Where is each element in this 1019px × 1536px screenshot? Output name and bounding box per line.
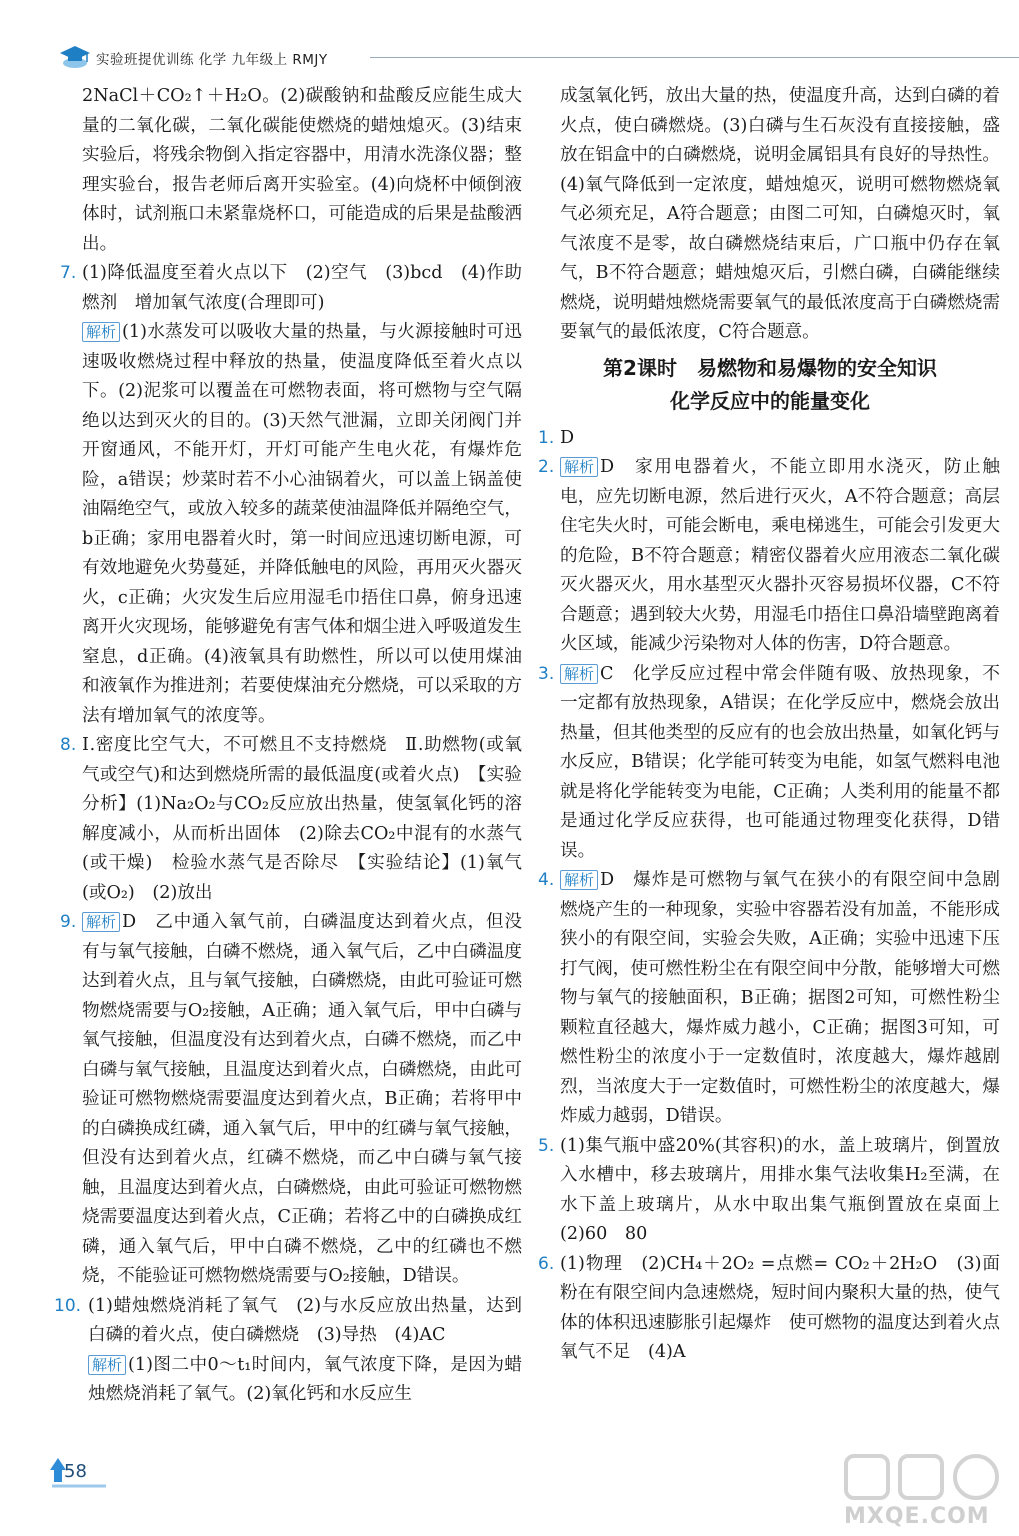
answer-text: D 乙中通入氧气前，白磷温度达到着火点，但没有与氧气接触，白磷不燃烧，通入氧气后，乙中白磷温度达到着火点，且与氧气接触，白磷燃烧，由此可验证可燃物燃烧需要与O₂接触，A正确；通入氧气后，甲中白磷与氧气接触，但温度没有达到着火点，白磷不燃烧，而乙中白磷与氧气接触，且温度达到着火点，白磷燃烧，由此可验证可燃物燃烧需要温度达到着火点，B正确；若将甲中的白磷换成红磷，通入氧气后，甲中的红磷与氧气接触，但没有达到着火点，红磷不燃烧，而乙中白磷与氧气接触，且温度达到着火点，白磷燃烧，由此可验证可燃物燃烧需要温度达到着火点，C正确；若将乙中的白磷换成红磷，通入氧气后，甲中白磷不燃烧，乙中的红磷也不燃烧，不能验证可燃物燃烧需要与O₂接触，D错误。 bbox=[82, 912, 522, 1286]
analysis-tag: 解析 bbox=[560, 664, 598, 684]
answer-item-4 bbox=[540, 866, 1000, 1132]
answer-text: (1)蜡烛燃烧消耗了氧气 (2)与水反应放出热量，达到白磷的着火点，使白磷燃烧 (3)导热 (4)AC bbox=[88, 1295, 522, 1345]
header-rule bbox=[370, 57, 1019, 58]
answer-text: C 化学反应过程中常会伴随有吸、放热现象，不一定都有放热现象，A错误；在化学反应中，燃烧会放出热量，但其他类型的反应有的也会放出热量，如氧化钙与水反应，B错误；化学能可转变为电能，如氢气燃料电池就是将化学能转变为电能，C正确；人类利用的能量不都是通过化学反应获得，也可能通过物理变化获得，D错误。 bbox=[560, 663, 1000, 861]
answer-item-8 bbox=[62, 731, 522, 908]
answer-text: D 爆炸是可燃物与氧气在狭小的有限空间中急剧燃烧产生的一种现象，实验中容器若没有加盖，不能形成狭小的有限空间，实验会失败，A正确；实验中迅速下压打气阀，使可燃性粉尘在有限空间中分散，能够增大可燃物与氧气的接触面积，B正确；据图2可知，可燃性粉尘颗粒直径越大，爆炸威力越小，C正确；据图3可知，可燃性粉尘的浓度小于一定数值时，浓度越大，爆炸越剧烈，当浓度大于一定数值时，可燃性粉尘的浓度越大，爆炸威力越弱，D错误。 bbox=[560, 870, 1000, 1126]
answer-text: D 家用电器着火，不能立即用水浇灭，防止触电，应先切断电源，然后进行灭火，A不符合题意；高层住宅失火时，可能会断电，乘电梯逃生，可能会引发更大的危险，B不符合题意；精密仪器着火应用液态二氧化碳灭火器灭火，用水基型灭火器扑灭容易损坏仪器，C不符合题意；遇到较大火势，用湿毛巾捂住口鼻沿墙壁跑离着火区域，能减少污染物对人体的伤害，D符合题意。 bbox=[560, 457, 1000, 654]
analysis-tag: 解析 bbox=[560, 457, 598, 477]
watermark bbox=[842, 1450, 1002, 1530]
page-number-badge bbox=[48, 1456, 110, 1488]
analysis-7 bbox=[62, 318, 522, 731]
item-number: 6. bbox=[538, 1253, 555, 1274]
section-title-line2: 化学反应中的能量变化 bbox=[670, 388, 870, 413]
item-number: 9. bbox=[60, 912, 77, 932]
watermark-logo-icon bbox=[842, 1450, 1002, 1506]
item-number: 5. bbox=[538, 1135, 555, 1156]
item-number: 2. bbox=[538, 457, 555, 477]
section-title-line1: 第2课时 易燃物和易爆物的安全知识 bbox=[603, 355, 937, 380]
answer-text: D bbox=[560, 427, 575, 448]
answer-item-1 bbox=[540, 424, 1000, 454]
answer-item-7 bbox=[62, 259, 522, 318]
watermark-text: MXQE.COM bbox=[844, 1504, 990, 1529]
item-number: 8. bbox=[60, 735, 77, 755]
item-number: 3. bbox=[538, 663, 555, 684]
analysis-text: 成氢氧化钙，放出大量的热，使温度升高，达到白磷的着火点，使白磷燃烧。(3)白磷与生石灰没有直接接触，盛放在铝盒中的白磷燃烧，说明金属铝具有良好的导热性。(4)氧气降低到一定浓度，蜡烛熄灭，说明可燃物燃烧氧气必须充足，A符合题意；由图二可知，白磷熄灭时，氧气浓度不是零，故白磷燃烧结束后，广口瓶中仍存在氧气，B不符合题意；蜡烛熄灭后，引燃白磷，白磷能继续燃烧，说明蜡烛燃烧需要氧气的最低浓度高于白磷燃烧需要氧气的最低浓度，C符合题意。 bbox=[560, 86, 1000, 342]
item-number: 10. bbox=[54, 1295, 82, 1316]
answer-item-6 bbox=[538, 1250, 1018, 1368]
left-column bbox=[54, 82, 522, 1410]
section-title bbox=[540, 352, 1000, 418]
item-number: 1. bbox=[538, 427, 555, 448]
analysis-10 bbox=[62, 1351, 522, 1410]
answer-item-10 bbox=[54, 1292, 522, 1351]
analysis-continuation bbox=[540, 82, 1000, 348]
analysis-tag: 解析 bbox=[82, 912, 120, 932]
item-number: 7. bbox=[60, 263, 77, 283]
answer-text: Ⅰ.密度比空气大，不可燃且不支持燃烧 Ⅱ.助燃物(或氧气或空气)和达到燃烧所需的最低温度(或着火点) 【实验分析】(1)Na₂O₂与CO₂反应放出热量，使氢氧化钙的溶解度减小，从而析出固体 (2)除去CO₂中混有的水蒸气(或干燥) 检验水蒸气是否除尽 【实验结论】(1)氧气(或O₂) (2)放出 bbox=[82, 735, 522, 903]
answer-item-3 bbox=[540, 660, 1000, 867]
analysis-tag: 解析 bbox=[560, 870, 598, 890]
answer-item-2 bbox=[540, 453, 1000, 660]
page-number: 58 bbox=[64, 1461, 87, 1482]
answer-text: 2NaCl＋CO₂↑＋H₂O。(2)碳酸钠和盐酸反应能生成大量的二氧化碳，二氧化碳能使燃烧的蜡烛熄灭。(3)结束实验后，将残余物倒入指定容器中，用清水洗涤仪器；整理实验台，报告老师后离开实验室。(4)向烧杯中倾倒液体时，试剂瓶口未紧靠烧杯口，可能造成的后果是盐酸洒出。 bbox=[82, 86, 522, 254]
right-column bbox=[538, 82, 1018, 1368]
answer-text: (1)降低温度至着火点以下 (2)空气 (3)bcd (4)作助燃剂 增加氧气浓度(合理即可) bbox=[82, 263, 522, 313]
answer-item-9 bbox=[62, 908, 522, 1292]
page-header bbox=[58, 44, 998, 72]
graduation-cap-icon bbox=[58, 44, 92, 70]
analysis-text: (1)水蒸发可以吸收大量的热量，与火源接触时可迅速吸收燃烧过程中释放的热量，使温度降低至着火点以下。(2)泥浆可以覆盖在可燃物表面，将可燃物与空气隔绝以达到灭火的目的。(3)天然气泄漏，立即关闭阀门并开窗通风，不能开灯，开灯可能产生电火花，有爆炸危险，a错误；炒菜时若不小心油锅着火，可以盖上锅盖使油隔绝空气，或放入较多的蔬菜使油温降低并隔绝空气，b正确；家用电器着火时，第一时间应迅速切断电源，可有效地避免火势蔓延，并降低触电的风险，再用灭火器灭火，c正确；火灾发生后应用湿毛巾捂住口鼻，俯身迅速离开火灾现场，能够避免有害气体和烟尘进入呼吸道发生窒息，d正确。(4)液氧具有助燃性，所以可以使用煤油和液氧作为推进剂；若要使煤油充分燃烧，可以采取的方法有增加氧气的浓度等。 bbox=[82, 322, 522, 726]
analysis-tag: 解析 bbox=[88, 1355, 126, 1375]
answer-item-5 bbox=[538, 1132, 1018, 1250]
analysis-tag: 解析 bbox=[82, 322, 120, 342]
header-title: 实验班提优训练 化学 九年级上 RMJY bbox=[96, 52, 328, 68]
item-number: 4. bbox=[538, 870, 555, 890]
analysis-text: (1)图二中0～t₁时间内，氧气浓度下降，是因为蜡烛燃烧消耗了氧气。(2)氧化钙和水反应生 bbox=[88, 1354, 522, 1404]
answer-text: (1)集气瓶中盛20%(其容积)的水，盖上玻璃片，倒置放入水槽中，移去玻璃片，用排水集气法收集H₂至满，在水下盖上玻璃片，从水中取出集气瓶倒置放在桌面上 (2)60 80 bbox=[560, 1135, 1018, 1244]
answer-continuation bbox=[62, 82, 522, 259]
answer-text: (1)物理 (2)CH₄＋2O₂ =点燃= CO₂＋2H₂O (3)面粉在有限空间内急速燃烧，短时间内聚积大量的热，使气体的体积迅速膨胀引起爆炸 使可燃物的温度达到着火点 氧气不足 (4)A bbox=[560, 1253, 1018, 1362]
